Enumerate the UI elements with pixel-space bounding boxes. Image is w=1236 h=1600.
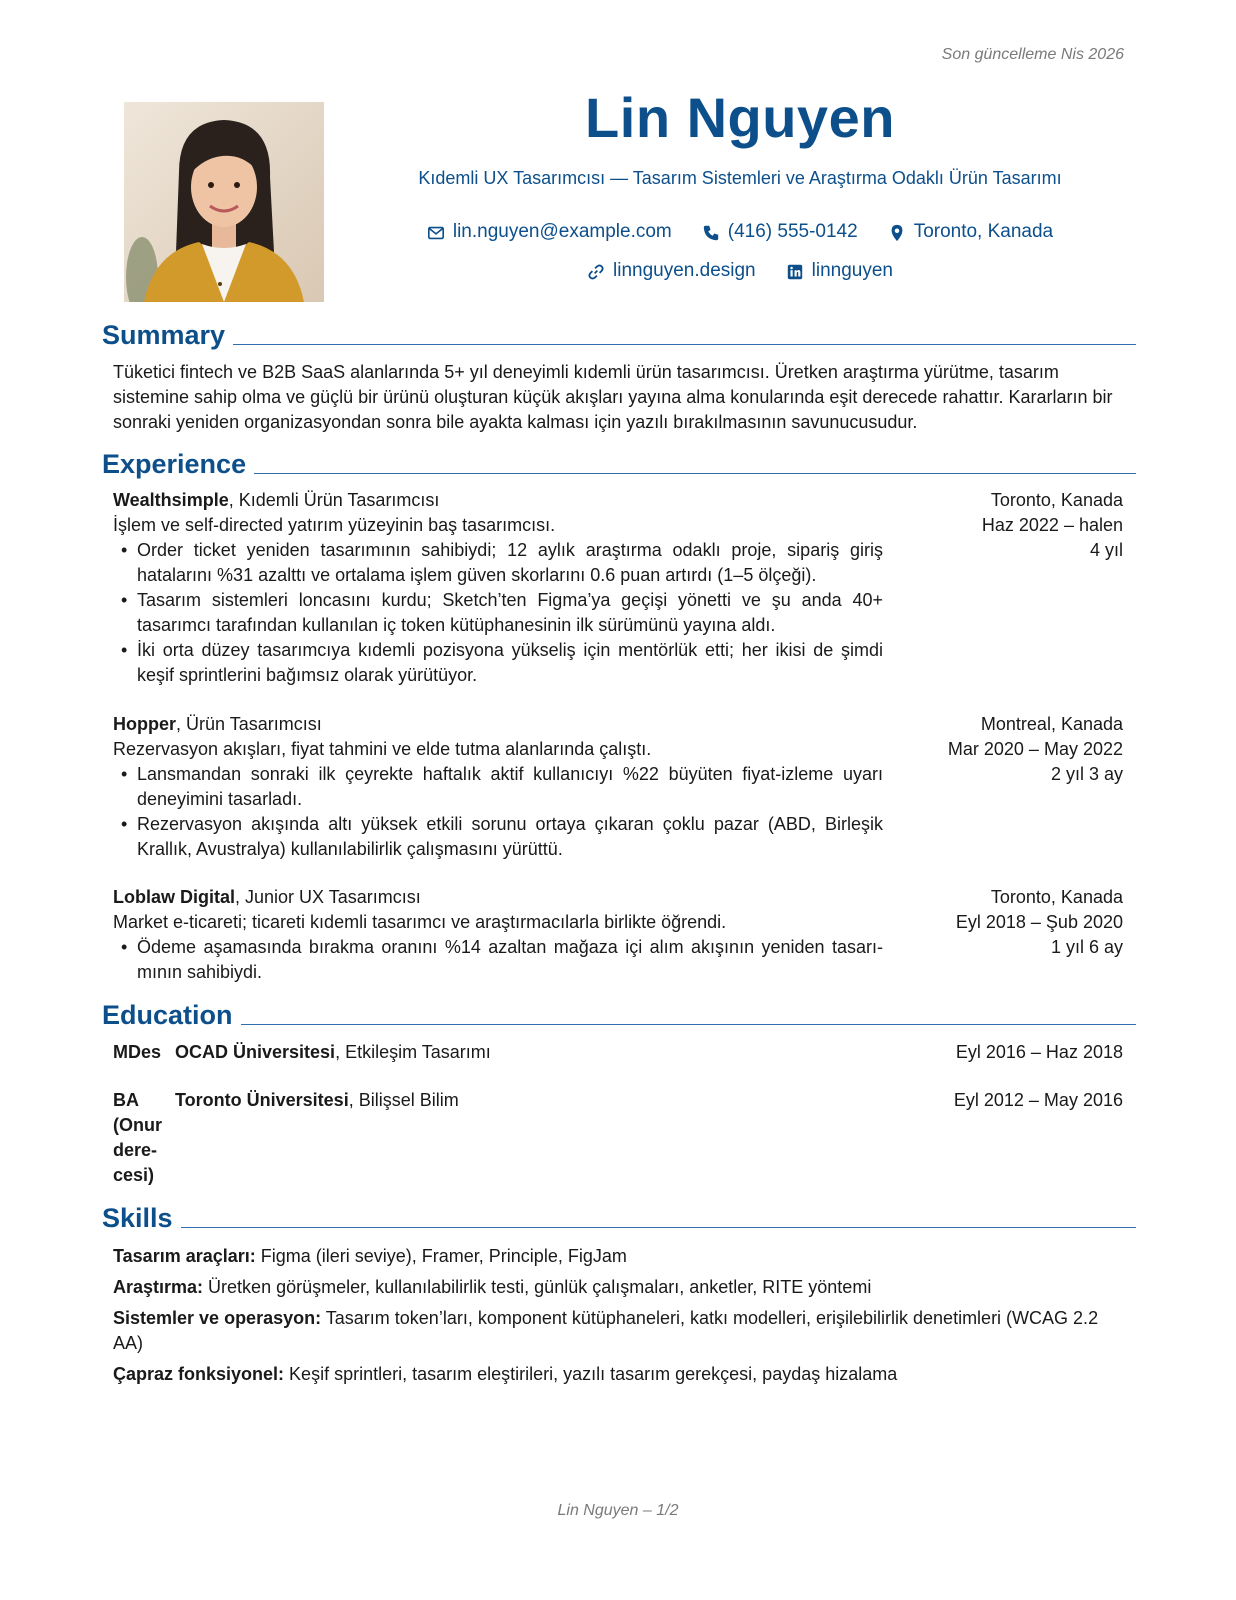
- section-rule: [181, 1227, 1136, 1228]
- last-updated: Son güncelleme Nis 2026: [941, 46, 1124, 63]
- linkedin-icon: [786, 263, 804, 281]
- job-title: , Junior UX Tasarımcısı: [235, 887, 421, 907]
- skills-heading: [102, 1205, 1136, 1232]
- skills-list: [113, 1244, 1123, 1393]
- company-name: Wealthsimple: [113, 490, 229, 510]
- skill-line: [113, 1362, 1123, 1387]
- phone-link[interactable]: [702, 221, 858, 244]
- field-of-study: , Bilişsel Bilim: [348, 1090, 459, 1110]
- company-name: Hopper: [113, 714, 176, 734]
- job-entry-wealthsimple: [113, 488, 1123, 688]
- section-rule: [254, 473, 1136, 474]
- job-location: Toronto, Kanada: [990, 887, 1123, 907]
- job-description: İşlem ve self-directed yatırım yüzeyinin baş tasarımcısı.: [113, 515, 556, 535]
- skills-title: Skills: [102, 1203, 173, 1233]
- list-item: • İki orta düzey tasarımcıya kıdemli pozisyona yükseliş için mentörlük etti; her ikisi de şimdi keşif sprintlerini bağımsız olarak yürütüyor.: [113, 638, 883, 688]
- email-text: lin.nguyen@example.com: [452, 221, 672, 243]
- job-dates: Mar 2020 – May 2022: [947, 739, 1123, 759]
- experience-heading: [102, 451, 1136, 478]
- skill-line: [113, 1306, 1123, 1356]
- summary-title: Summary: [102, 320, 226, 350]
- email-link[interactable]: [427, 221, 672, 244]
- full-name: Lin Nguyen: [585, 86, 895, 149]
- skill-label: Tasarım araçları:: [113, 1246, 256, 1266]
- list-item: • Rezervasyon akışında altı yüksek etkili sorunu ortaya çıkaran çoklu pazar (ABD, Birleşik Krallık, Avustralya) kullanılabilirlik çalışmasını yürüttü.: [113, 812, 883, 862]
- summary-text: Tüketici fintech ve B2B SaaS alanlarında 5+ yıl deneyimli kıdemli ürün tasarımcısı. Üretken araştırma yürütme, tasarım sistemine sahip olma ve güçlü bir ürünü oluşturan küçük akışları yayına alma konularında eşit derecede rahattır. Kararların bir sonraki yeniden organizasyondan sonra bile ayakta kalması için yazılı bırakılmasının savunucusudur.: [113, 362, 1113, 432]
- location-text: Toronto, Kanada: [913, 221, 1054, 243]
- skill-value: Figma (ileri seviye), Framer, Principle, FigJam: [255, 1246, 627, 1266]
- job-title: , Ürün Tasarımcısı: [176, 714, 322, 734]
- job-description: Rezervasyon akışları, fiyat tahmini ve elde tutma alanlarında çalıştı.: [113, 739, 652, 759]
- summary-heading: [102, 322, 1136, 349]
- list-item: • Ödeme aşamasında bırakma oranını %14 azaltan mağaza içi alım akışının yeniden tasarımının sahibiydi.: [113, 935, 883, 985]
- job-dates: Haz 2022 – halen: [981, 515, 1123, 535]
- skill-line: [113, 1244, 1123, 1269]
- page-footer: Lin Nguyen – 1/2: [557, 1502, 679, 1519]
- job-title: , Kıdemli Ürün Tasarımcısı: [228, 490, 440, 510]
- job-location: Toronto, Kanada: [990, 490, 1123, 510]
- education-heading: [102, 1002, 1136, 1029]
- degree: BA (Onur derecesi): [113, 1090, 162, 1185]
- job-description: Market e-ticareti; ticareti kıdemli tasarımcı ve araştırmacılarla birlikte öğrendi.: [113, 912, 727, 932]
- skill-label: Çapraz fonksiyonel:: [113, 1364, 285, 1384]
- section-rule: [233, 344, 1136, 345]
- job-entry-hopper: [113, 712, 1123, 862]
- job-bullets: [113, 762, 883, 862]
- linkedin-link[interactable]: [786, 260, 893, 283]
- contact-row-links: [345, 260, 1135, 283]
- job-duration: 4 yıl: [1089, 540, 1123, 560]
- job-entry-loblaw: [113, 885, 1123, 985]
- phone-icon: [702, 224, 720, 242]
- job-bullets: [113, 935, 883, 985]
- contact-row: [345, 221, 1135, 244]
- job-location: Montreal, Kanada: [980, 714, 1123, 734]
- skill-value: Keşif sprintleri, tasarım eleştirileri, yazılı tasarım gerekçesi, paydaş hizalama: [284, 1364, 898, 1384]
- job-bullets: [113, 538, 883, 688]
- education-dates: Eyl 2012 – May 2016: [953, 1090, 1123, 1110]
- resume-header: [345, 86, 1135, 283]
- skill-label: Sistemler ve operasyon:: [113, 1308, 322, 1328]
- section-rule: [241, 1024, 1136, 1025]
- field-of-study: , Etkileşim Tasarımı: [335, 1042, 491, 1062]
- education-dates: Eyl 2016 – Haz 2018: [955, 1042, 1123, 1062]
- list-item: • Order ticket yeniden tasarımının sahibiydi; 12 aylık araştırma odaklı proje, sipariş giriş hatalarını %31 azalttı ve ortalama işlem güven skorlarını 0.6 puan artırdı (1–5 ölçeği).: [113, 538, 883, 588]
- website-text: linnguyen.design: [613, 260, 756, 282]
- list-item: • Tasarım sistemleri loncasını kurdu; Sketch’ten Figma’ya geçişi yönetti ve şu anda 40+ tasarımcı tarafından kullanılan iç token kütüphanesinin ilk sürümünü yayına aldı.: [113, 588, 883, 638]
- skill-value: Tasarım token’ları, komponent kütüphaneleri, katkı modelleri, erişilebilirlik denetimleri (WCAG 2.2 AA): [113, 1308, 1099, 1353]
- company-name: Loblaw Digital: [113, 887, 236, 907]
- location-item: [888, 221, 1053, 244]
- school-name: OCAD Üniversitesi: [175, 1042, 336, 1062]
- experience-title: Experience: [102, 449, 247, 479]
- skill-label: Araştırma:: [113, 1277, 204, 1297]
- linkedin-text: linnguyen: [811, 260, 893, 282]
- skill-value: Üretken görüşmeler, kullanılabilirlik testi, günlük çalışmaları, anketler, RITE yöntemi: [203, 1277, 872, 1297]
- degree: MDes: [113, 1042, 162, 1062]
- education-title: Education: [102, 1000, 233, 1030]
- headline: Kıdemli UX Tasarımcısı — Tasarım Sistemleri ve Araştırma Odaklı Ürün Tasarımı: [418, 168, 1062, 189]
- skill-line: [113, 1275, 1123, 1300]
- map-pin-icon: [888, 224, 906, 242]
- phone-text: (416) 555-0142: [727, 221, 858, 243]
- school-name: Toronto Üniversitesi: [175, 1090, 349, 1110]
- profile-photo: [124, 102, 324, 302]
- job-duration: 2 yıl 3 ay: [1050, 764, 1123, 784]
- envelope-icon: [427, 224, 445, 242]
- job-dates: Eyl 2018 – Şub 2020: [955, 912, 1123, 932]
- website-link[interactable]: [587, 260, 756, 283]
- link-icon: [587, 263, 605, 281]
- list-item: • Lansmandan sonraki ilk çeyrekte haftalık aktif kullanıcıyı %22 büyüten fiyat-izleme uyarı deneyimini tasarladı.: [113, 762, 883, 812]
- job-duration: 1 yıl 6 ay: [1050, 937, 1123, 957]
